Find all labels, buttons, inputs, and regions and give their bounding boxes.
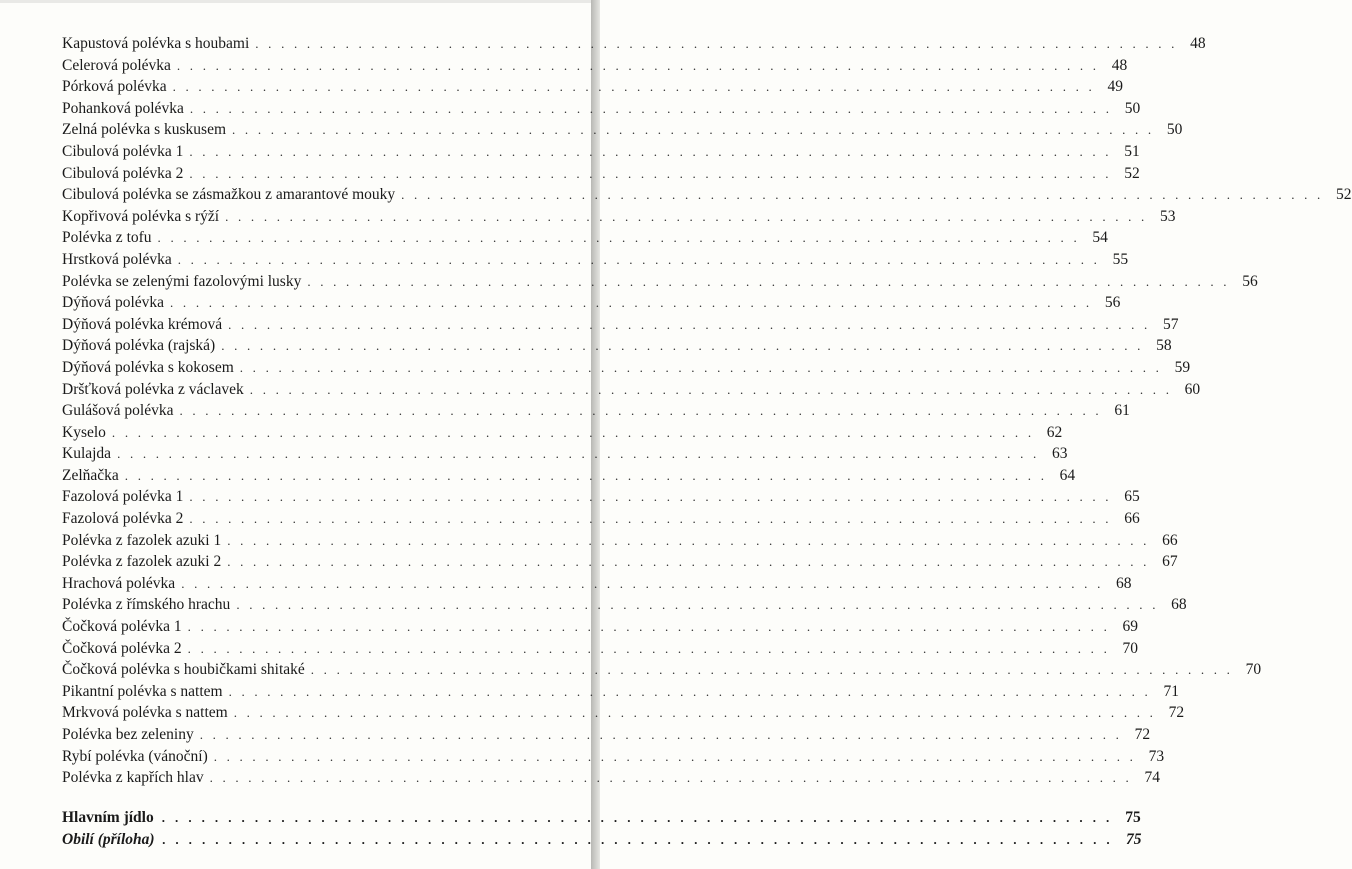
toc-entry[interactable] [62, 638, 1139, 660]
toc-entry-title: Zelná polévka s kuskusem [62, 121, 227, 139]
toc-section-grains[interactable] [62, 829, 1142, 851]
dot-leader: . . . . . . . . . . . . . . . . . . . . . . . . . . . . . . . . . . . . . . . . . . . . . . . . . . . . . . . . . . . . . . . . . . . . . . . . [181, 575, 1104, 591]
dot-leader: . . . . . . . . . . . . . . . . . . . . . . . . . . . . . . . . . . . . . . . . . . . . . . . . . . . . . . . . . . . . . . . . . . . . . . . . [239, 359, 1163, 375]
toc-entry-title: Fazolová polévka 1 [62, 488, 184, 506]
dot-leader: . . . . . . . . . . . . . . . . . . . . . . . . . . . . . . . . . . . . . . . . . . . . . . . . . . . . . . . . . . . . . . . . . . . . . . . . [227, 554, 1150, 570]
toc-entry-title: Polévka z fazolek azuki 1 [62, 531, 222, 549]
dot-leader: . . . . . . . . . . . . . . . . . . . . . . . . . . . . . . . . . . . . . . . . . . . . . . . . . . . . . . . . . . . . . . . . . . . . . . . . [189, 511, 1112, 527]
toc-entry-page: 65 [1124, 488, 1140, 506]
toc-entry-page: 63 [1051, 445, 1068, 463]
toc-entry[interactable] [62, 594, 1187, 616]
toc-entry-page: 55 [1112, 250, 1129, 268]
toc-entry-page: 61 [1114, 402, 1130, 420]
toc-entry-page: 70 [1245, 661, 1262, 679]
toc-entry[interactable] [62, 76, 1123, 98]
dot-leader: . . . . . . . . . . . . . . . . . . . . . . . . . . . . . . . . . . . . . . . . . . . . . . . . . . . . . . . . . . . . . . . . . . . . . . . . [233, 705, 1157, 721]
toc-entry[interactable] [62, 486, 1140, 508]
toc-entry[interactable] [62, 163, 1140, 185]
dot-leader: . . . . . . . . . . . . . . . . . . . . . . . . . . . . . . . . . . . . . . . . . . . . . . . . . . . . . . . . . . . . . . . . . . . . . . . . [213, 748, 1137, 764]
toc-entry-title: Gulášová polévka [62, 402, 174, 420]
toc-entry[interactable] [62, 681, 1179, 703]
toc-entry-title: Polévka z kapřích hlav [62, 769, 204, 787]
toc-entry-page: 73 [1148, 747, 1165, 765]
dot-leader: . . . . . . . . . . . . . . . . . . . . . . . . . . . . . . . . . . . . . . . . . . . . . . . . . . . . . . . . . . . . . . . . . . . . . . . . [187, 640, 1111, 656]
dot-leader: . . . . . . . . . . . . . . . . . . . . . . . . . . . . . . . . . . . . . . . . . . . . . . . . . . . . . . . . . . . . . . . . . . . . . . . . [236, 597, 1159, 613]
dot-leader: . . . . . . . . . . . . . . . . . . . . . . . . . . . . . . . . . . . . . . . . . . . . . . . . . . . . . . . . . . . . . . . . . . . . . . . . [179, 403, 1102, 419]
toc-entry[interactable] [62, 400, 1130, 422]
toc-entry-page: 53 [1159, 207, 1176, 225]
toc-entry-title: Polévka z fazolek azuki 2 [62, 553, 222, 571]
toc-entry-title: Polévka z tofu [62, 229, 152, 247]
toc-entry-title: Fazolová polévka 2 [62, 510, 184, 528]
toc-entry[interactable] [62, 767, 1160, 789]
toc-entry-page: 57 [1162, 315, 1179, 333]
toc-section-main-dishes[interactable] [62, 807, 1141, 829]
toc-entry-page: 70 [1122, 639, 1139, 657]
toc-entry-list [62, 33, 1352, 789]
toc-entry-page: 58 [1156, 337, 1172, 355]
toc-entry[interactable] [62, 227, 1108, 249]
dot-leader: . . . . . . . . . . . . . . . . . . . . . . . . . . . . . . . . . . . . . . . . . . . . . . . . . . . . . . . . . . . . . . . . . . . . . . . . [189, 489, 1112, 505]
toc-entry-page: 52 [1336, 186, 1352, 204]
dot-leader: . . . . . . . . . . . . . . . . . . . . . . . . . . . . . . . . . . . . . . . . . . . . . . . . . . . . . . . . . . . . . . . . . . . . . . . . [228, 316, 1151, 332]
dot-leader: . . . . . . . . . . . . . . . . . . . . . . . . . . . . . . . . . . . . . . . . . . . . . . . . . . . . . . . . . . . . . . . . . . . . . . . . [189, 165, 1112, 181]
toc-entry-page: 62 [1046, 423, 1063, 441]
toc-entry[interactable] [62, 379, 1201, 401]
toc-entry-page: 72 [1168, 704, 1185, 722]
toc-entry-title: Čočková polévka 2 [62, 639, 182, 657]
toc-entry[interactable] [62, 724, 1151, 746]
toc-entry-page: 56 [1104, 294, 1121, 312]
dot-leader: . . . . . . . . . . . . . . . . . . . . . . . . . . . . . . . . . . . . . . . . . . . . . . . . . . . . . . . . . . . . . . . . . . . . . . . . [111, 424, 1035, 440]
toc-entry-page: 59 [1174, 358, 1191, 376]
toc-entry-title: Zelňačka [62, 466, 119, 484]
toc-entry-page: 68 [1116, 574, 1132, 592]
dot-leader: . . . . . . . . . . . . . . . . . . . . . . . . . . . . . . . . . . . . . . . . . . . . . . . . . . . . . . . . . . . . . . . . . . . . . . . . [162, 831, 1114, 847]
toc-entry-title: Hrachová polévka [62, 574, 176, 592]
toc-entry-title: Cibulová polévka se zásmažkou z amarantové mouky [62, 186, 396, 204]
toc-entry-title: Cibulová polévka 2 [62, 164, 184, 182]
toc-entry-title: Čočková polévka 1 [62, 618, 182, 636]
dot-leader: . . . . . . . . . . . . . . . . . . . . . . . . . . . . . . . . . . . . . . . . . . . . . . . . . . . . . . . . . . . . . . . . . . . . . . . . [124, 467, 1048, 483]
toc-entry-title: Pórková polévka [62, 78, 167, 96]
toc-entry-page: 72 [1134, 726, 1151, 743]
toc-entry-title: Dýňová polévka (rajská) [62, 337, 216, 355]
toc-entry[interactable] [62, 119, 1183, 141]
toc-entry-page: 71 [1163, 682, 1179, 700]
dot-leader: . . . . . . . . . . . . . . . . . . . . . . . . . . . . . . . . . . . . . . . . . . . . . . . . . . . . . . . . . . . . . . . . . . . . . . . . [176, 57, 1100, 73]
dot-leader: . . . . . . . . . . . . . . . . . . . . . . . . . . . . . . . . . . . . . . . . . . . . . . . . . . . . . . . . . . . . . . . . . . . . . . . . [232, 122, 1155, 138]
dot-leader: . . . . . . . . . . . . . . . . . . . . . . . . . . . . . . . . . . . . . . . . . . . . . . . . . . . . . . . . . . . . . . . . . . . . . . . . [228, 683, 1151, 699]
toc-entry-title: Rybí polévka (vánoční) [62, 747, 208, 765]
toc-entry-page: 48 [1111, 56, 1128, 74]
toc-entry[interactable] [62, 184, 1352, 206]
dot-leader: . . . . . . . . . . . . . . . . . . . . . . . . . . . . . . . . . . . . . . . . . . . . . . . . . . . . . . . . . . . . . . . . . . . . . . . . [177, 251, 1101, 267]
toc-entry[interactable] [62, 335, 1172, 357]
toc-entry-page: 68 [1171, 596, 1187, 614]
dot-leader: . . . . . . . . . . . . . . . . . . . . . . . . . . . . . . . . . . . . . . . . . . . . . . . . . . . . . . . . . . . . . . . . . . . . . . . . [199, 727, 1123, 742]
toc-entry-page: 69 [1122, 618, 1139, 636]
toc-entry[interactable] [62, 465, 1076, 487]
scan-top-edge [0, 0, 600, 3]
toc-section-page: 75 [1126, 830, 1142, 848]
toc-entry-page: 67 [1162, 553, 1178, 571]
toc-entry-title: Cibulová polévka 1 [62, 142, 184, 160]
table-of-contents [62, 33, 1352, 851]
dot-leader: . . . . . . . . . . . . . . . . . . . . . . . . . . . . . . . . . . . . . . . . . . . . . . . . . . . . . . . . . . . . . . . . . . . . . . . . [249, 381, 1173, 397]
toc-entry-page: 60 [1184, 380, 1201, 398]
toc-entry-title: Hrstková polévka [62, 250, 172, 268]
toc-entry-title: Celerová polévka [62, 56, 171, 74]
toc-entry-title: Polévka z římského hrachu [62, 596, 231, 614]
toc-entry[interactable] [62, 98, 1141, 120]
toc-section-title: Hlavním jídlo [62, 808, 154, 826]
toc-entry[interactable] [62, 55, 1128, 77]
dot-leader: . . . . . . . . . . . . . . . . . . . . . . . . . . . . . . . . . . . . . . . . . . . . . . . . . . . . . . . . . . . . . . . . . . . . . . . . [401, 187, 1324, 203]
toc-entry-title: Polévka se zelenými fazolovými lusky [62, 272, 302, 290]
toc-entry-page: 54 [1092, 229, 1108, 247]
dot-leader: . . . . . . . . . . . . . . . . . . . . . . . . . . . . . . . . . . . . . . . . . . . . . . . . . . . . . . . . . . . . . . . . . . . . . . . . [189, 100, 1113, 116]
toc-entry-title: Pikantní polévka s nattem [62, 682, 223, 700]
toc-entry-page: 64 [1059, 466, 1076, 484]
toc-entry[interactable] [62, 271, 1258, 293]
toc-entry-title: Čočková polévka s houbičkami shitaké [62, 661, 305, 679]
toc-entry[interactable] [62, 206, 1176, 228]
dot-leader: . . . . . . . . . . . . . . . . . . . . . . . . . . . . . . . . . . . . . . . . . . . . . . . . . . . . . . . . . . . . . . . . . . . . . . . . [172, 79, 1095, 95]
dot-leader: . . . . . . . . . . . . . . . . . . . . . . . . . . . . . . . . . . . . . . . . . . . . . . . . . . . . . . . . . . . . . . . . . . . . . . . . [161, 809, 1113, 825]
toc-entry-page: 66 [1162, 531, 1178, 549]
toc-entry[interactable] [62, 33, 1206, 55]
toc-section-page: 75 [1125, 808, 1141, 826]
dot-leader: . . . . . . . . . . . . . . . . . . . . . . . . . . . . . . . . . . . . . . . . . . . . . . . . . . . . . . . . . . . . . . . . . . . . . . . . [157, 230, 1080, 246]
toc-entry-page: 56 [1242, 272, 1258, 290]
toc-entry[interactable] [62, 702, 1185, 724]
dot-leader: . . . . . . . . . . . . . . . . . . . . . . . . . . . . . . . . . . . . . . . . . . . . . . . . . . . . . . . . . . . . . . . . . . . . . . . . [209, 770, 1132, 786]
toc-entry-title: Dršťková polévka z václavek [62, 380, 244, 398]
toc-entry-title: Mrkvová polévka s nattem [62, 704, 228, 722]
toc-section-title: Obilí (příloha) [62, 830, 155, 848]
dot-leader: . . . . . . . . . . . . . . . . . . . . . . . . . . . . . . . . . . . . . . . . . . . . . . . . . . . . . . . . . . . . . . . . . . . . . . . . [189, 143, 1112, 159]
dot-leader: . . . . . . . . . . . . . . . . . . . . . . . . . . . . . . . . . . . . . . . . . . . . . . . . . . . . . . . . . . . . . . . . . . . . . . . . [170, 295, 1093, 311]
toc-entry-title: Polévka bez zeleniny [62, 726, 194, 743]
toc-entry-title: Kyselo [62, 423, 106, 441]
toc-entry[interactable] [62, 357, 1191, 379]
toc-entry[interactable] [62, 292, 1121, 314]
dot-leader: . . . . . . . . . . . . . . . . . . . . . . . . . . . . . . . . . . . . . . . . . . . . . . . . . . . . . . . . . . . . . . . . . . . . . . . . [187, 619, 1111, 635]
toc-entry[interactable] [62, 141, 1140, 163]
section-gap [62, 789, 553, 807]
toc-entry[interactable] [62, 508, 1140, 530]
dot-leader: . . . . . . . . . . . . . . . . . . . . . . . . . . . . . . . . . . . . . . . . . . . . . . . . . . . . . . . . . . . . . . . . . . . . . . . . [221, 338, 1144, 354]
toc-entry-title: Pohanková polévka [62, 99, 184, 117]
toc-entry[interactable] [62, 530, 1178, 552]
toc-entry[interactable] [62, 573, 1132, 595]
toc-entry-page: 66 [1124, 510, 1140, 528]
toc-entry-title: Dýňová polévka krémová [62, 315, 223, 333]
toc-entry-page: 74 [1144, 769, 1160, 787]
toc-entry-page: 50 [1166, 121, 1183, 139]
toc-entry[interactable] [62, 443, 1068, 465]
toc-entry[interactable] [62, 249, 1129, 271]
toc-entry[interactable] [62, 422, 1063, 444]
toc-entry-page: 49 [1107, 78, 1123, 96]
toc-entry-title: Kapustová polévka s houbami [62, 35, 250, 52]
toc-entry-title: Kopřivová polévka s rýží [62, 207, 220, 225]
toc-entry[interactable] [62, 659, 1262, 681]
toc-entry-page: 48 [1190, 35, 1206, 52]
toc-entry[interactable] [62, 746, 1165, 768]
dot-leader: . . . . . . . . . . . . . . . . . . . . . . . . . . . . . . . . . . . . . . . . . . . . . . . . . . . . . . . . . . . . . . . . . . . . . . . . [255, 36, 1178, 51]
dot-leader: . . . . . . . . . . . . . . . . . . . . . . . . . . . . . . . . . . . . . . . . . . . . . . . . . . . . . . . . . . . . . . . . . . . . . . . . [225, 208, 1148, 224]
toc-entry[interactable] [62, 314, 1179, 336]
dot-leader: . . . . . . . . . . . . . . . . . . . . . . . . . . . . . . . . . . . . . . . . . . . . . . . . . . . . . . . . . . . . . . . . . . . . . . . . [117, 446, 1040, 462]
toc-entry-page: 50 [1124, 99, 1141, 117]
toc-entry[interactable] [62, 616, 1139, 638]
dot-leader: . . . . . . . . . . . . . . . . . . . . . . . . . . . . . . . . . . . . . . . . . . . . . . . . . . . . . . . . . . . . . . . . . . . . . . . . [307, 273, 1230, 289]
toc-entry[interactable] [62, 551, 1178, 573]
toc-entry-page: 52 [1124, 164, 1140, 182]
dot-leader: . . . . . . . . . . . . . . . . . . . . . . . . . . . . . . . . . . . . . . . . . . . . . . . . . . . . . . . . . . . . . . . . . . . . . . . . [310, 662, 1234, 678]
dot-leader: . . . . . . . . . . . . . . . . . . . . . . . . . . . . . . . . . . . . . . . . . . . . . . . . . . . . . . . . . . . . . . . . . . . . . . . . [227, 532, 1150, 548]
toc-entry-page: 51 [1124, 142, 1140, 160]
toc-entry-title: Dýňová polévka s kokosem [62, 358, 234, 376]
toc-entry-title: Kulajda [62, 445, 112, 463]
toc-entry-title: Dýňová polévka [62, 294, 165, 312]
